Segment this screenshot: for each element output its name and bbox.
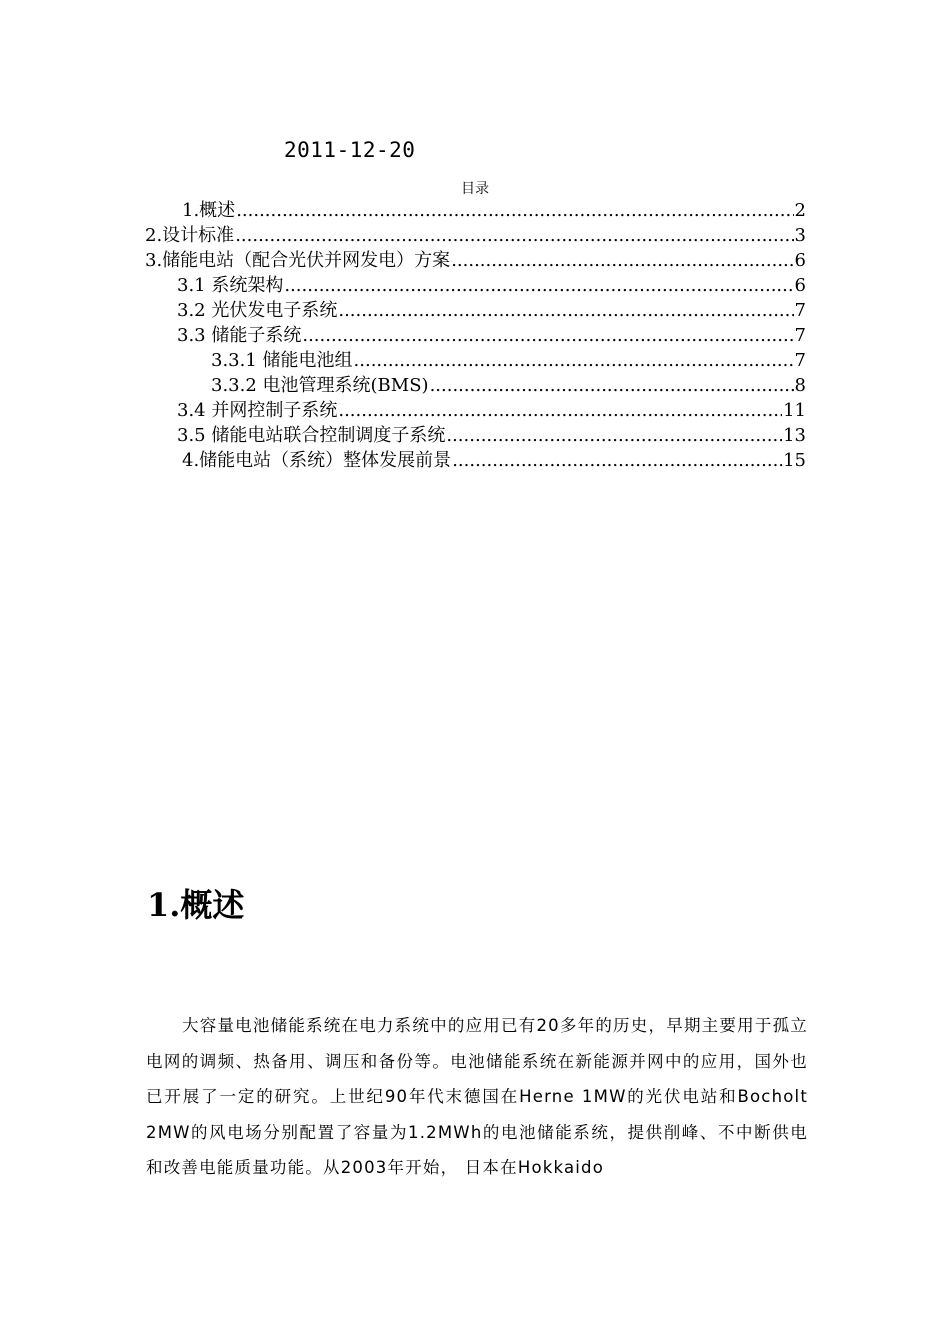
toc-entry[interactable] bbox=[182, 448, 806, 473]
toc-entry-label: 3.5 储能电站联合控制调度子系统 bbox=[177, 425, 446, 446]
toc-entry-page: 13 bbox=[783, 425, 806, 446]
toc-entry-page: 6 bbox=[794, 275, 806, 296]
toc-entry[interactable] bbox=[177, 298, 806, 323]
body-paragraph: 大容量电池储能系统在电力系统中的应用已有20多年的历史，早期主要用于孤立电网的调频、热备用、调压和备份等。电池储能系统在新能源并网中的应用，国外也已开展了一定的研究。上世纪90年代末德国在Herne 1MW的光伏电站和Bocholt 2MW的风电场分别配置了容量为1.2MWh的电池储能系统，提供削峰、不中断供电和改善电能质量功能。从2003年开始， 日本在Hokkaido bbox=[146, 1016, 808, 1177]
toc-entry-label: 2.设计标准 bbox=[145, 225, 235, 246]
toc-leader-dots bbox=[446, 423, 782, 448]
toc-entry[interactable] bbox=[211, 373, 806, 398]
toc-entry[interactable] bbox=[211, 348, 806, 373]
toc-entry-label: 3.3 储能子系统 bbox=[177, 325, 302, 346]
toc-entry[interactable] bbox=[177, 323, 806, 348]
toc-entry-page: 8 bbox=[794, 375, 806, 396]
toc-entry-label: 3.4 并网控制子系统 bbox=[177, 400, 338, 421]
toc-entry-page: 7 bbox=[794, 325, 806, 346]
toc-entry[interactable] bbox=[145, 223, 806, 248]
toc-title: 目录 bbox=[461, 181, 489, 197]
toc-entry[interactable] bbox=[177, 398, 806, 423]
toc-entry-label: 4.储能电站（系统）整体发展前景 bbox=[182, 450, 452, 471]
toc-leader-dots bbox=[338, 298, 793, 323]
toc-leader-dots bbox=[452, 448, 782, 473]
toc-leader-dots bbox=[338, 398, 782, 423]
toc-entry-page: 11 bbox=[783, 400, 806, 421]
toc-entry[interactable] bbox=[145, 248, 806, 273]
toc-leader-dots bbox=[235, 223, 793, 248]
toc-leader-dots bbox=[284, 273, 793, 298]
toc-leader-dots bbox=[236, 198, 793, 223]
toc-leader-dots bbox=[302, 323, 793, 348]
toc-entry[interactable] bbox=[177, 423, 806, 448]
toc-entry[interactable] bbox=[177, 273, 806, 298]
section-heading: 1.概述 bbox=[147, 886, 245, 924]
toc-entry-page: 2 bbox=[794, 200, 806, 221]
toc-entry-label: 3.储能电站（配合光伏并网发电）方案 bbox=[145, 250, 451, 271]
toc-leader-dots bbox=[354, 348, 794, 373]
toc-entry-label: 3.1 系统架构 bbox=[177, 275, 284, 296]
toc-leader-dots bbox=[430, 373, 794, 398]
toc-entry-label: 1.概述 bbox=[182, 200, 236, 221]
toc-leader-dots bbox=[451, 248, 793, 273]
toc-entry-page: 3 bbox=[794, 225, 806, 246]
toc-entry-label: 3.3.1 储能电池组 bbox=[211, 350, 353, 371]
toc-entry-page: 15 bbox=[783, 450, 806, 471]
toc-entry-page: 6 bbox=[794, 250, 806, 271]
toc-entry-page: 7 bbox=[794, 300, 806, 321]
toc-entry[interactable] bbox=[182, 198, 806, 223]
document-date: 2011-12-20 bbox=[284, 138, 416, 162]
toc-entry-label: 3.2 光伏发电子系统 bbox=[177, 300, 338, 321]
toc-entry-page: 7 bbox=[794, 350, 806, 371]
toc-entry-label: 3.3.2 电池管理系统(BMS) bbox=[211, 375, 429, 396]
